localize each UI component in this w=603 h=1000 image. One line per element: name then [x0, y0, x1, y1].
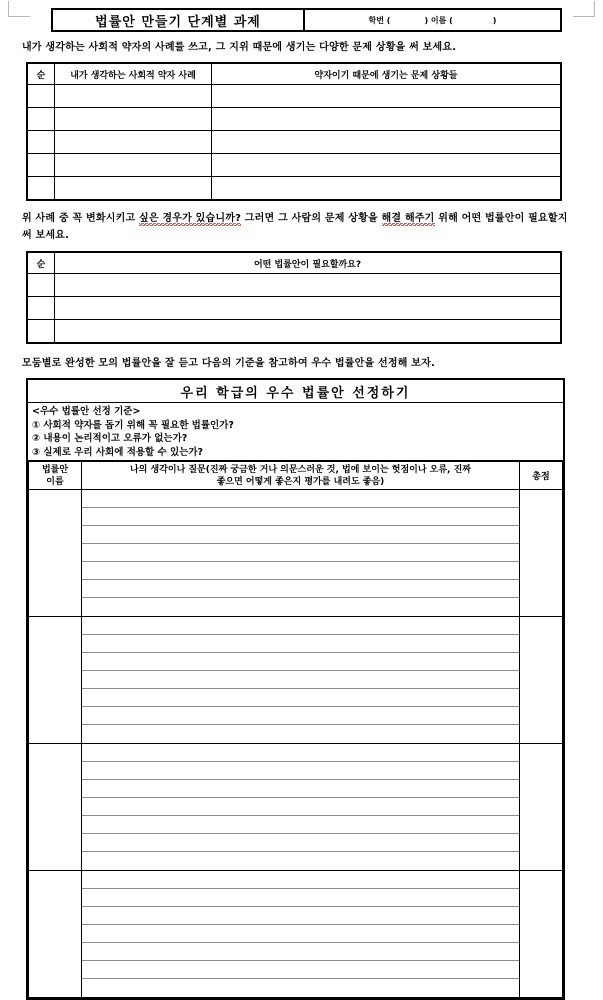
write-line[interactable] [82, 889, 519, 907]
cell-problems[interactable] [212, 131, 562, 154]
write-line[interactable] [82, 834, 519, 852]
student-id-label: 학번 ( [368, 15, 391, 25]
write-line[interactable] [82, 508, 519, 526]
cell-memo-lines[interactable] [82, 617, 520, 744]
cell-problems[interactable] [212, 154, 562, 177]
write-line[interactable] [82, 725, 519, 743]
selection-criteria-list [28, 403, 563, 461]
table-row[interactable] [27, 320, 561, 344]
section2-text-part3: 위해 어떤 법률안이 필요할지 써 보세요. [22, 213, 568, 241]
document-header [51, 8, 562, 32]
write-line[interactable] [82, 961, 519, 979]
column-header-bill-question: 어떤 법률안이 필요할까요? [55, 252, 562, 274]
write-line[interactable] [82, 798, 519, 816]
bill-name-line2: 이름 [46, 476, 64, 487]
write-line[interactable] [82, 598, 519, 616]
column-header-bill-name [29, 462, 82, 490]
evaluation-block-row[interactable] [29, 871, 563, 998]
spellcheck-underline-2: 해결 해주기 [381, 213, 435, 224]
write-line[interactable] [82, 762, 519, 780]
cell-case[interactable] [55, 154, 212, 177]
cell-number[interactable] [27, 297, 55, 320]
write-line[interactable] [82, 653, 519, 671]
column-header-total-score: 총점 [520, 462, 563, 490]
write-line[interactable] [82, 490, 519, 508]
cell-problems[interactable] [212, 108, 562, 131]
bill-evaluation-table [28, 461, 563, 998]
table-row[interactable] [27, 85, 561, 108]
write-line[interactable] [82, 979, 519, 997]
cell-problems[interactable] [212, 85, 562, 108]
evaluation-block-row[interactable] [29, 617, 563, 744]
page-title: 법률안 만들기 단계별 과제 [53, 10, 305, 30]
write-line[interactable] [82, 780, 519, 798]
column-header-case: 내가 생각하는 사회적 약자 사례 [55, 63, 212, 85]
column-header-problems: 약자이기 때문에 생기는 문제 상황들 [212, 63, 562, 85]
memo-line2: 좋으면 어떻게 좋은지 평가를 내려도 좋음) [216, 476, 385, 487]
best-bill-selection-box [26, 378, 565, 1000]
write-line[interactable] [82, 562, 519, 580]
write-line[interactable] [82, 907, 519, 925]
cell-bill[interactable] [55, 320, 562, 344]
cell-case[interactable] [55, 177, 212, 201]
write-line[interactable] [82, 580, 519, 598]
write-line[interactable] [82, 689, 519, 707]
cell-number[interactable] [27, 131, 55, 154]
social-weak-cases-table [26, 62, 562, 201]
student-id-close: ) [424, 15, 429, 25]
criteria-heading: <우수 법률안 선정 기준> [32, 406, 141, 417]
cell-number[interactable] [27, 108, 55, 131]
criteria-item-1: ① 사회적 약자를 돕기 위해 꼭 필요한 법률인가? [32, 419, 234, 431]
write-line[interactable] [82, 871, 519, 889]
needed-bills-table [26, 251, 562, 344]
write-line[interactable] [82, 925, 519, 943]
write-line[interactable] [82, 526, 519, 544]
cell-memo-lines[interactable] [82, 490, 520, 617]
cell-memo-lines[interactable] [82, 744, 520, 871]
cell-memo-lines[interactable] [82, 871, 520, 998]
criteria-item-3: ③ 실제로 우리 사회에 적용할 수 있는가? [32, 446, 204, 458]
cell-number[interactable] [27, 154, 55, 177]
cell-case[interactable] [55, 131, 212, 154]
table-header-row [27, 252, 561, 274]
section3-instruction: 모둠별로 완성한 모의 법률안을 잘 듣고 다음의 기준을 참고하여 우수 법률안을 선정해 보자. [22, 358, 435, 369]
evaluation-block-row[interactable] [29, 744, 563, 871]
cell-number[interactable] [27, 274, 55, 297]
table-body [27, 85, 561, 201]
table-header-row [27, 63, 561, 85]
cell-bill[interactable] [55, 274, 562, 297]
cell-number[interactable] [27, 85, 55, 108]
write-line[interactable] [82, 744, 519, 762]
table-row[interactable] [27, 108, 561, 131]
section2-text-part1: 위 사례 중 꼭 변화시키고 [22, 213, 140, 224]
selection-box-title: 우리 학급의 우수 법률안 선정하기 [28, 380, 563, 403]
write-line[interactable] [82, 852, 519, 870]
column-header-number: 순 [27, 63, 55, 85]
write-line[interactable] [82, 671, 519, 689]
bill-name-line1: 법률안 [41, 464, 69, 475]
cell-bill-name[interactable] [29, 744, 82, 871]
write-line[interactable] [82, 816, 519, 834]
section1-instruction: 내가 생각하는 사회적 약자의 사례를 쓰고, 그 지위 때문에 생기는 다양한 문제 상황을 써 보세요. [22, 42, 457, 53]
table-row[interactable] [27, 154, 561, 177]
student-name-label: 이름 ( [430, 15, 453, 25]
memo-line1: 나의 생각이나 질문(진짜 궁금한 거나 의문스러운 것, 법에 보이는 헛점이나 오류, 진짜 [129, 464, 471, 475]
write-line[interactable] [82, 544, 519, 562]
write-line[interactable] [82, 707, 519, 725]
table-row[interactable] [27, 297, 561, 320]
student-info-field[interactable] [305, 10, 560, 30]
cell-bill-name[interactable] [29, 871, 82, 998]
section2-instruction [22, 210, 578, 244]
cell-case[interactable] [55, 108, 212, 131]
table-row[interactable] [27, 131, 561, 154]
section2-text-part2: 그러면 그 사람의 문제 상황을 [241, 213, 382, 224]
evaluation-header-row [29, 462, 563, 490]
student-name-close: ) [492, 15, 497, 25]
cell-problems[interactable] [212, 177, 562, 201]
write-line[interactable] [82, 943, 519, 961]
write-line[interactable] [82, 635, 519, 653]
column-header-number: 순 [27, 252, 55, 274]
evaluation-block-row[interactable] [29, 490, 563, 617]
cell-bill-name[interactable] [29, 490, 82, 617]
cell-number[interactable] [27, 177, 55, 201]
column-header-memo [82, 462, 520, 490]
cell-total-score[interactable] [520, 617, 563, 744]
write-line[interactable] [82, 617, 519, 635]
table-row[interactable] [27, 274, 561, 297]
cell-total-score[interactable] [520, 490, 563, 617]
criteria-item-2: ② 내용이 논리적이고 오류가 없는가? [32, 433, 188, 444]
document-content [22, 8, 580, 1000]
table-body [27, 274, 561, 344]
cell-bill[interactable] [55, 297, 562, 320]
cell-total-score[interactable] [520, 744, 563, 871]
cell-number[interactable] [27, 320, 55, 344]
spellcheck-underline-1: 싶은 경우가 있습니까? [139, 213, 242, 224]
cell-case[interactable] [55, 85, 212, 108]
table-row[interactable] [27, 177, 561, 201]
cell-bill-name[interactable] [29, 617, 82, 744]
cell-total-score[interactable] [520, 871, 563, 998]
